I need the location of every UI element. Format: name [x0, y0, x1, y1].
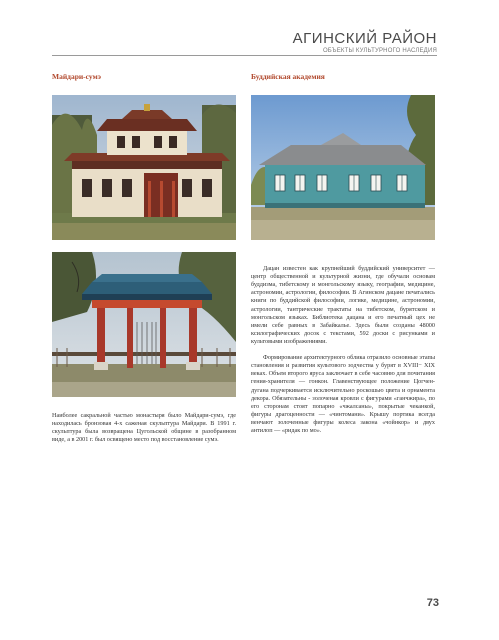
maidari-section-title: Майдари-сумэ: [52, 72, 102, 81]
monastery-gate-photo: [52, 252, 236, 397]
academy-description: [251, 257, 435, 443]
running-header: [293, 30, 437, 54]
header-title: АГИНСКИЙ РАЙОН: [292, 30, 437, 47]
buddhist-academy-photo: [251, 95, 435, 240]
maidari-temple-photo: [52, 95, 236, 240]
header-rule: [52, 55, 437, 56]
maidari-description: Наиболее сакральной частью монастыря было Майдари-сумэ, где находилась бронзовая 4-х саженая скульптура Майдари. В 1991 г. скульптура была возвращена Цугольской общине в разобранном виде, а в 2001 г. был освящено место под восстановление сумэ.: [52, 412, 236, 444]
page-number: 73: [426, 597, 439, 609]
academy-paragraph-2: Формирование архитектурного облика отразило основные этапы становления и развития культового зодчества у бурят в XVIII− XIX веках. Объем второго яруса заключает в себе часовню для почитания гения-хранителя — гонкон. Главенствующее положение Цогчен-дугана подчеркивается исключительно роскошью цвета и орнамента декора. Обязательны - золоченая кровли с фигурами «ганчжира», по его сторонам стоят попарно «чжалсаны», покрытые чеканкой, фигуры драгоценности — «чинтомани». Крышу портика всегда венчают золоченные фигуры колеса закона «чойнкор» и двух антилоп — «ридак по мо».: [251, 354, 435, 434]
academy-section-title: Буддийская академия: [251, 72, 325, 81]
header-subtitle: ОБЪЕКТЫ КУЛЬТУРНОГО НАСЛЕДИЯ: [322, 48, 437, 54]
academy-paragraph-1: Дацан известен как крупнейший буддийский университет — центр общественной и культурной жизни, где обучали основам буддизма, тибетскому и монгольскому языку, географии, медицине, астрономии, астрологии, философии. В Агинском дацане печатались книги по буддийской философии, логике, медицине, астрономии, астрологии, тантрические трактаты на тибетском, бурятском и монгольском языках. Библиотека дацана и его печатный цех не имели себе равных в Забайкалье. Здесь были созданы 48000 ксилографических досок с текстами, 592 доски с рисунками и культовыми изображениями.: [251, 265, 435, 345]
